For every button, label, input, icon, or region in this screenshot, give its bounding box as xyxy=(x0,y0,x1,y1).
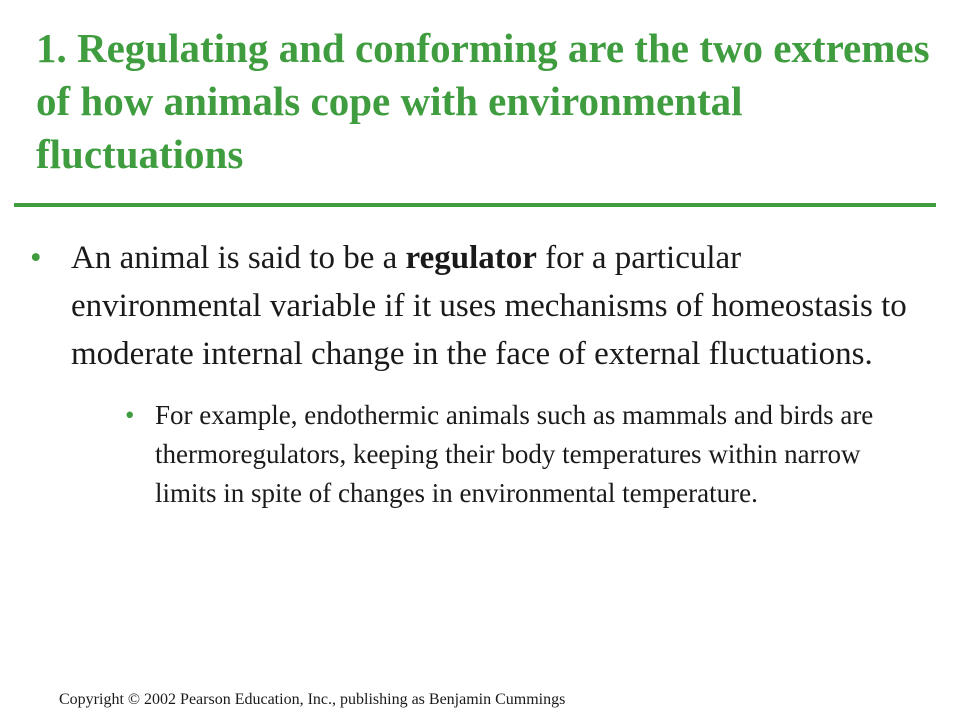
sub-bullet-item xyxy=(125,396,910,513)
bullet-dot-icon: • xyxy=(30,240,42,276)
title-divider xyxy=(14,203,936,207)
sub-bullet-list xyxy=(71,396,910,513)
sub-bullet-text: For example, endothermic animals such as mammals and birds are thermoregulators, keeping their body temperatures within narrow limits in spite of changes in environmental temperature. xyxy=(155,400,874,508)
bullet-item xyxy=(30,234,910,513)
copyright-notice: Copyright © 2002 Pearson Education, Inc., publishing as Benjamin Cummings xyxy=(59,691,566,708)
sub-bullet-dot-icon: • xyxy=(125,400,135,430)
bullet-text-start: An animal is said to be a xyxy=(71,240,406,276)
slide-title: 1. Regulating and conforming are the two extremes of how animals cope with environmental fluctuations xyxy=(36,25,930,177)
bullet-list xyxy=(30,234,910,513)
bullet-text-end: for a particular environmental variable if it uses mechanisms of homeostasis to moderate internal change in the face of external fluctuations. xyxy=(71,240,907,372)
bullet-key-term: regulator xyxy=(405,240,537,276)
